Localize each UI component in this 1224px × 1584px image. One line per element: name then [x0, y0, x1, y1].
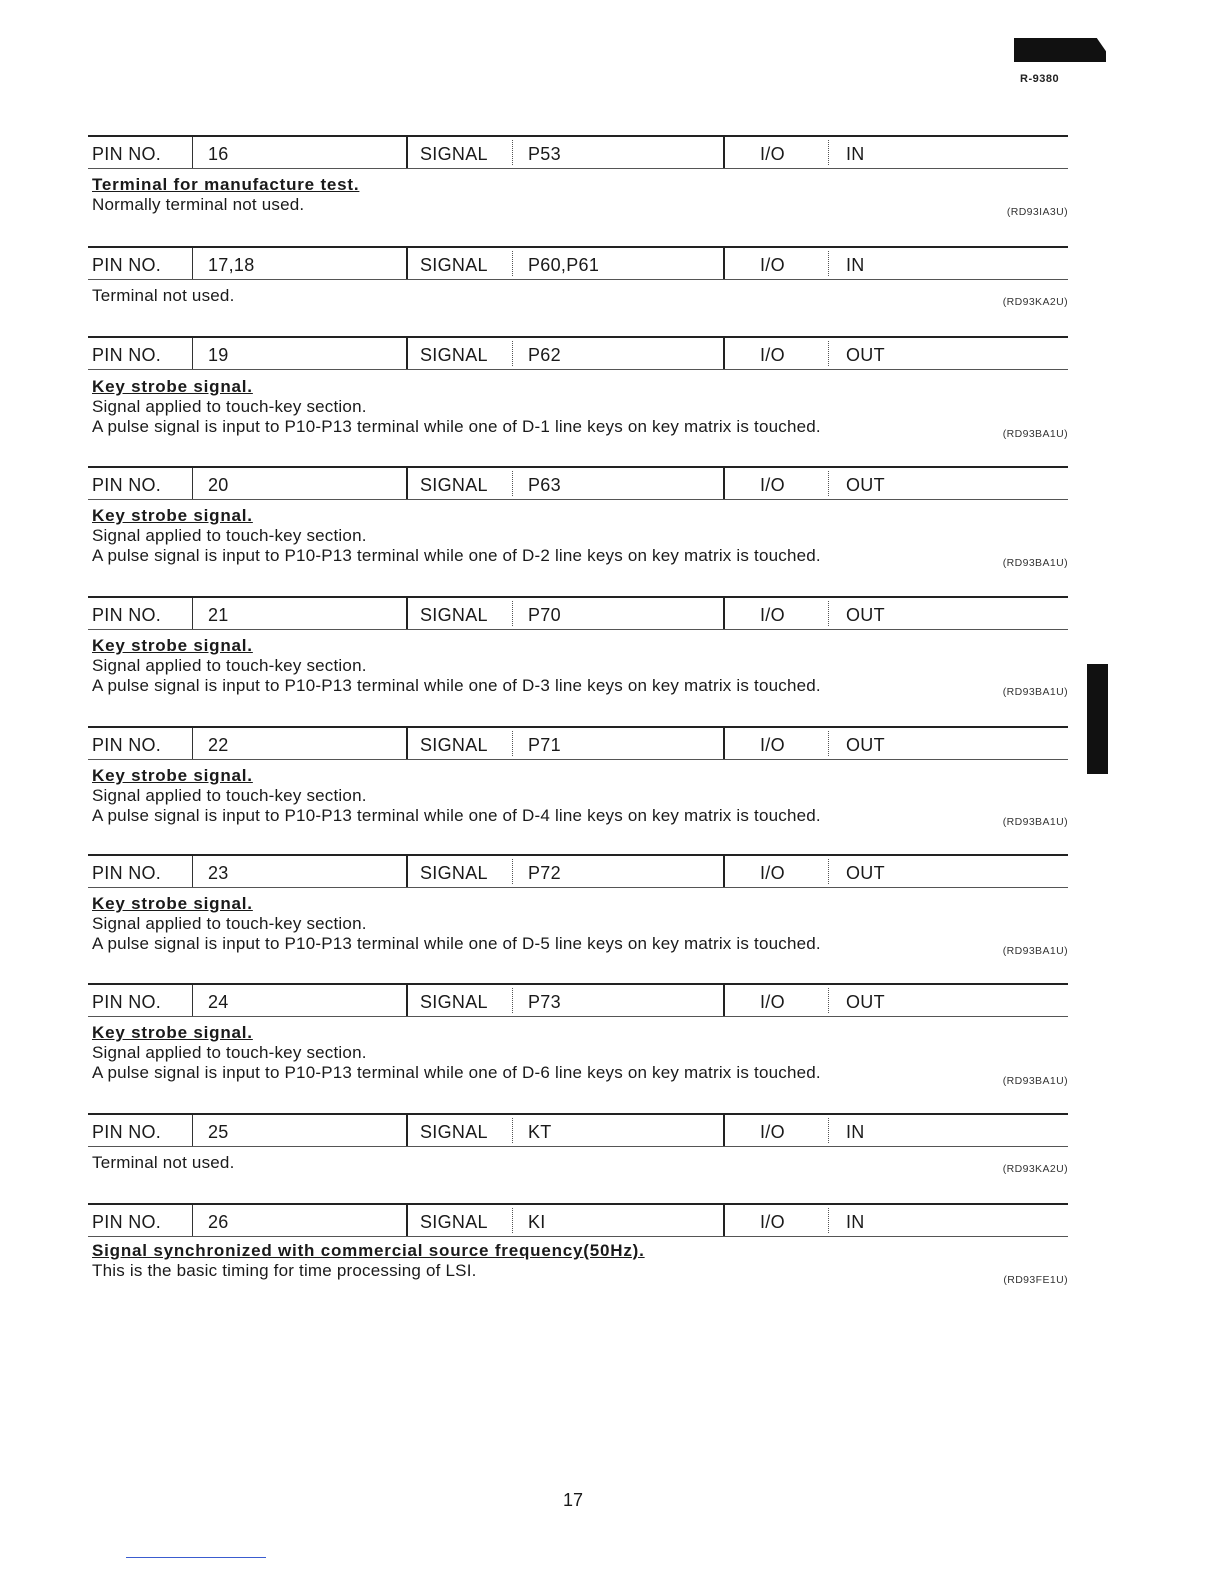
pin-heading: Key strobe signal.: [92, 506, 253, 525]
signal-label: SIGNAL: [420, 735, 488, 755]
pin-heading: Key strobe signal.: [92, 894, 253, 913]
description-line: Signal applied to touch-key section.: [92, 656, 367, 675]
description-line: A pulse signal is input to P10-P13 terminal while one of D-4 line keys on key matrix is touched.: [92, 806, 821, 825]
pin-description: [88, 636, 1068, 696]
reference-code: (RD93BA1U): [1002, 428, 1068, 440]
io-value: OUT: [846, 475, 885, 495]
reference-code: (RD93BA1U): [1002, 945, 1068, 957]
pin-number: 19: [208, 345, 229, 365]
pin-number: 24: [208, 992, 229, 1012]
io-value: OUT: [846, 863, 885, 883]
reference-code: (RD93KA2U): [1002, 1163, 1068, 1175]
pin-heading: Terminal for manufacture test.: [92, 175, 360, 194]
io-value: IN: [846, 144, 865, 164]
description-line: Terminal not used.: [92, 286, 235, 305]
pin-heading: Signal synchronized with commercial source frequency(50Hz).: [92, 1241, 645, 1260]
signal-value: P63: [528, 475, 561, 495]
pin-label: PIN NO.: [92, 992, 162, 1012]
pin-section: [88, 1203, 1068, 1286]
description-line: A pulse signal is input to P10-P13 terminal while one of D-6 line keys on key matrix is touched.: [92, 1063, 821, 1082]
reference-code: (RD93BA1U): [1002, 557, 1068, 569]
reference-code: (RD93KA2U): [1002, 296, 1068, 308]
io-value: OUT: [846, 345, 885, 365]
signal-value: P72: [528, 863, 561, 883]
pin-number: 20: [208, 475, 229, 495]
signal-value: P62: [528, 345, 561, 365]
description-line: A pulse signal is input to P10-P13 terminal while one of D-5 line keys on key matrix is touched.: [92, 934, 821, 953]
pin-description: [88, 1023, 1068, 1083]
pin-description: [88, 1153, 1068, 1173]
description-line: Signal applied to touch-key section.: [92, 397, 367, 416]
description-line: Signal applied to touch-key section.: [92, 526, 367, 545]
io-value: OUT: [846, 735, 885, 755]
pin-description: [88, 1241, 1068, 1281]
signal-label: SIGNAL: [420, 345, 488, 365]
io-value: IN: [846, 1122, 865, 1142]
pin-label: PIN NO.: [92, 1122, 162, 1142]
description-line: This is the basic timing for time processing of LSI.: [92, 1261, 477, 1280]
pin-number: 16: [208, 144, 229, 164]
description-line: A pulse signal is input to P10-P13 terminal while one of D-3 line keys on key matrix is touched.: [92, 676, 821, 695]
reference-code: (RD93BA1U): [1002, 816, 1068, 828]
pin-description: [88, 175, 1068, 215]
pin-header-row: [88, 336, 1068, 370]
pin-description: [88, 286, 1068, 306]
pin-section: [88, 596, 1068, 696]
pin-label: PIN NO.: [92, 863, 162, 883]
io-label: I/O: [760, 1212, 785, 1232]
pin-header-row: [88, 246, 1068, 280]
signal-label: SIGNAL: [420, 992, 488, 1012]
io-value: IN: [846, 255, 865, 275]
pin-label: PIN NO.: [92, 1212, 162, 1232]
description-line: Signal applied to touch-key section.: [92, 786, 367, 805]
corner-tab-mark: [1014, 38, 1106, 62]
io-label: I/O: [760, 735, 785, 755]
pin-label: PIN NO.: [92, 345, 162, 365]
io-label: I/O: [760, 345, 785, 365]
signal-label: SIGNAL: [420, 475, 488, 495]
reference-code: (RD93FE1U): [1003, 1274, 1068, 1286]
io-value: IN: [846, 1212, 865, 1232]
signal-value: P70: [528, 605, 561, 625]
pin-section: [88, 466, 1068, 569]
model-number: R-9380: [1020, 73, 1060, 85]
description-line: A pulse signal is input to P10-P13 terminal while one of D-1 line keys on key matrix is touched.: [92, 417, 821, 436]
signal-label: SIGNAL: [420, 1122, 488, 1142]
pin-label: PIN NO.: [92, 735, 162, 755]
pin-number: 23: [208, 863, 229, 883]
pin-header-row: [88, 983, 1068, 1017]
pin-number: 26: [208, 1212, 229, 1232]
description-line: Signal applied to touch-key section.: [92, 914, 367, 933]
io-label: I/O: [760, 1122, 785, 1142]
signal-value: KI: [528, 1212, 546, 1232]
pin-header-row: [88, 854, 1068, 888]
pin-number: 17,18: [208, 255, 255, 275]
io-label: I/O: [760, 255, 785, 275]
pin-section: [88, 135, 1068, 218]
page-number: 17: [563, 1490, 584, 1510]
pin-header-row: [88, 596, 1068, 630]
pin-label: PIN NO.: [92, 475, 162, 495]
side-index-bar: [1087, 664, 1108, 774]
reference-code: (RD93IA3U): [1006, 206, 1068, 218]
io-value: OUT: [846, 605, 885, 625]
signal-label: SIGNAL: [420, 605, 488, 625]
pin-number: 21: [208, 605, 229, 625]
pin-header-row: [88, 1203, 1068, 1237]
signal-value: KT: [528, 1122, 552, 1142]
pin-number: 25: [208, 1122, 229, 1142]
pin-header-row: [88, 135, 1068, 169]
pin-description: [88, 506, 1068, 566]
pin-section: [88, 726, 1068, 826]
pin-heading: Key strobe signal.: [92, 766, 253, 785]
pin-header-row: [88, 466, 1068, 500]
pin-header-row: [88, 726, 1068, 760]
io-label: I/O: [760, 863, 785, 883]
pin-heading: Key strobe signal.: [92, 377, 253, 396]
signal-value: P73: [528, 992, 561, 1012]
pin-section: [88, 246, 1068, 306]
pin-heading: Key strobe signal.: [92, 636, 253, 655]
io-label: I/O: [760, 992, 785, 1012]
description-line: A pulse signal is input to P10-P13 terminal while one of D-2 line keys on key matrix is touched.: [92, 546, 821, 565]
pin-description: [88, 894, 1068, 954]
pin-section: [88, 1113, 1068, 1173]
reference-code: (RD93BA1U): [1002, 1075, 1068, 1087]
pin-heading: Key strobe signal.: [92, 1023, 253, 1042]
pin-section: [88, 336, 1068, 440]
pin-section: [88, 854, 1068, 957]
io-label: I/O: [760, 144, 785, 164]
pin-label: PIN NO.: [92, 144, 162, 164]
signal-label: SIGNAL: [420, 255, 488, 275]
pin-label: PIN NO.: [92, 255, 162, 275]
reference-code: (RD93BA1U): [1002, 686, 1068, 698]
pin-header-row: [88, 1113, 1068, 1147]
signal-label: SIGNAL: [420, 1212, 488, 1232]
signal-value: P71: [528, 735, 561, 755]
pin-description: [88, 377, 1068, 437]
signal-label: SIGNAL: [420, 863, 488, 883]
description-line: Normally terminal not used.: [92, 195, 305, 214]
footer-rule: [126, 1557, 266, 1558]
pin-section: [88, 983, 1068, 1087]
description-line: Signal applied to touch-key section.: [92, 1043, 367, 1062]
signal-label: SIGNAL: [420, 144, 488, 164]
description-line: Terminal not used.: [92, 1153, 235, 1172]
pin-description: [88, 766, 1068, 826]
signal-value: P60,P61: [528, 255, 600, 275]
io-label: I/O: [760, 605, 785, 625]
signal-value: P53: [528, 144, 561, 164]
io-label: I/O: [760, 475, 785, 495]
pin-label: PIN NO.: [92, 605, 162, 625]
io-value: OUT: [846, 992, 885, 1012]
pin-number: 22: [208, 735, 229, 755]
